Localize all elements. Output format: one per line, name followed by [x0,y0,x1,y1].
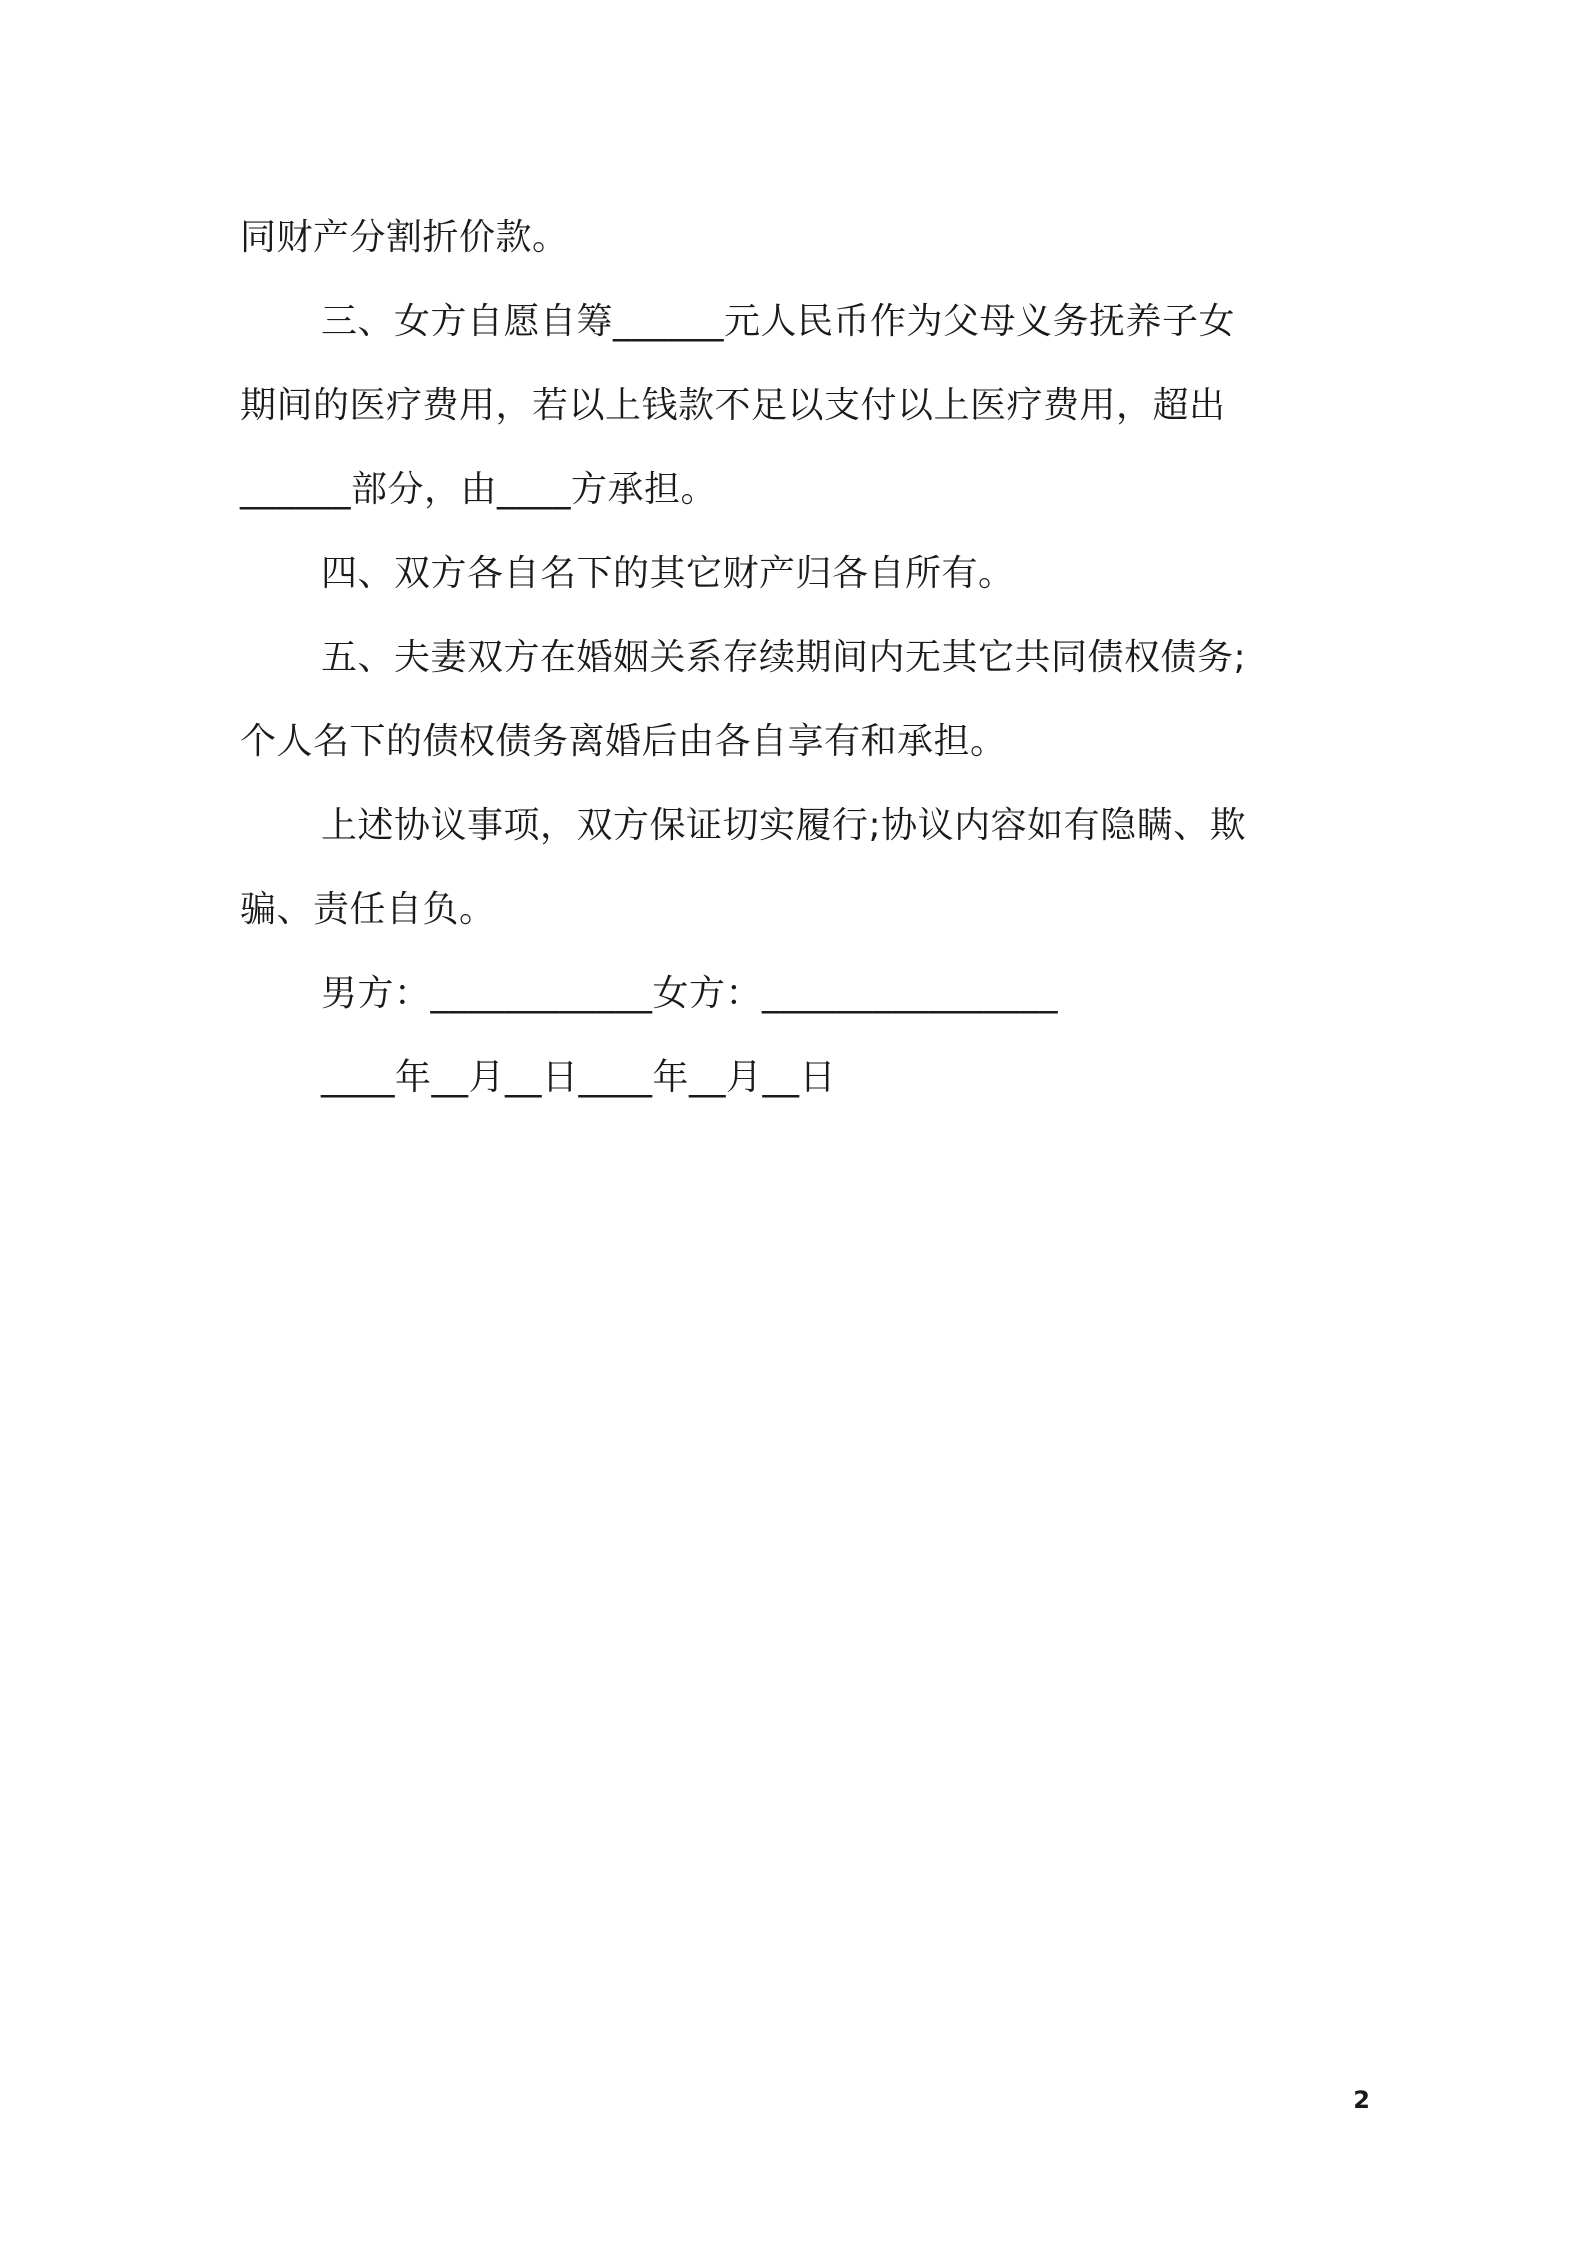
clause-four-line: 四、双方各自名下的其它财产归各自所有。 [321,553,1015,594]
clause-five-line-1: 五、夫妻双方在婚姻关系存续期间内无其它共同债权债务; [321,637,1247,678]
agreement-statement-line-2: 骗、责任自负。 [240,889,496,930]
page-number: 2 [1353,2086,1370,2114]
clause-three-line-2: 期间的医疗费用，若以上钱款不足以支付以上医疗费用，超出 [240,385,1226,426]
paragraph-line-continuation: 同财产分割折价款。 [240,217,569,258]
agreement-statement-line-1: 上述协议事项，双方保证切实履行;协议内容如有隐瞒、欺 [321,805,1247,846]
document-body [240,196,1360,1120]
clause-five-line-2: 个人名下的债权债务离婚后由各自享有和承担。 [240,721,1007,762]
signature-line: 男方：____________女方：________________ [321,973,1059,1014]
clause-three-line-3: ______部分，由____方承担。 [240,469,718,510]
clause-three-line-1: 三、女方自愿自筹______元人民币作为父母义务抚养子女 [321,301,1236,342]
date-line: ____年__月__日____年__月__日 [321,1057,837,1098]
